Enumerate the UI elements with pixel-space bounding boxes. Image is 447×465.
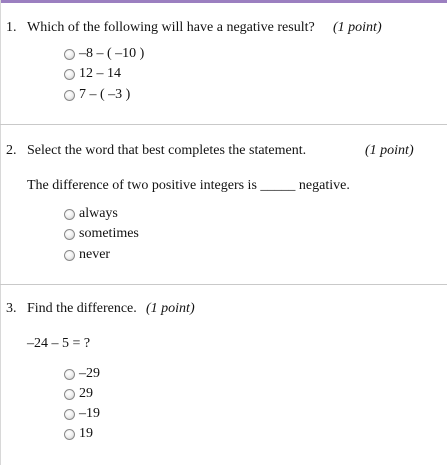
question-1-text: Which of the following will have a negative result? xyxy=(27,20,315,35)
radio-button[interactable] xyxy=(64,250,75,261)
q3-option-3-label: –19 xyxy=(79,406,100,421)
q1-option-2[interactable] xyxy=(64,66,121,82)
radio-button[interactable] xyxy=(64,229,75,240)
radio-button[interactable] xyxy=(64,409,75,420)
left-edge-line xyxy=(0,0,1,465)
question-3-number: 3. xyxy=(6,301,17,316)
q2-option-3-label: never xyxy=(79,247,111,262)
q1-option-1-label: –8 – ( –10 ) xyxy=(79,46,145,61)
question-3-points: (1 point) xyxy=(146,301,195,316)
top-accent-bar xyxy=(0,0,447,3)
q2-option-1[interactable] xyxy=(64,206,118,222)
q3-option-2[interactable] xyxy=(64,386,93,402)
question-3-expression: –24 – 5 = ? xyxy=(27,336,91,351)
q1-option-3-label: 7 – ( –3 ) xyxy=(79,87,131,102)
q1-option-1[interactable] xyxy=(64,46,144,62)
question-2-number: 2. xyxy=(6,143,17,158)
question-3-text: Find the difference. xyxy=(27,301,137,316)
radio-button[interactable] xyxy=(64,69,75,80)
radio-button[interactable] xyxy=(64,429,75,440)
question-2-points: (1 point) xyxy=(365,143,414,158)
q2-option-2[interactable] xyxy=(64,226,139,242)
question-divider xyxy=(0,284,447,285)
question-1-points: (1 point) xyxy=(333,20,382,35)
q1-option-2-label: 12 – 14 xyxy=(79,66,121,81)
q3-option-1[interactable] xyxy=(64,366,100,382)
radio-button[interactable] xyxy=(64,369,75,380)
q3-option-4[interactable] xyxy=(64,426,93,442)
question-2-statement: The difference of two positive integers is _____ negative. xyxy=(27,178,350,193)
radio-button[interactable] xyxy=(64,389,75,400)
q3-option-4-label: 19 xyxy=(79,426,93,441)
q2-option-3[interactable] xyxy=(64,247,110,263)
q3-option-3[interactable] xyxy=(64,406,100,422)
radio-button[interactable] xyxy=(64,90,75,101)
radio-button[interactable] xyxy=(64,49,75,60)
question-divider xyxy=(0,124,447,125)
q2-option-2-label: sometimes xyxy=(79,226,139,241)
q1-option-3[interactable] xyxy=(64,87,130,103)
question-1-number: 1. xyxy=(6,20,17,35)
question-2-text: Select the word that best completes the statement. xyxy=(27,143,307,158)
q3-option-2-label: 29 xyxy=(79,386,93,401)
radio-button[interactable] xyxy=(64,209,75,220)
q2-option-1-label: always xyxy=(79,206,118,221)
q3-option-1-label: –29 xyxy=(79,366,100,381)
